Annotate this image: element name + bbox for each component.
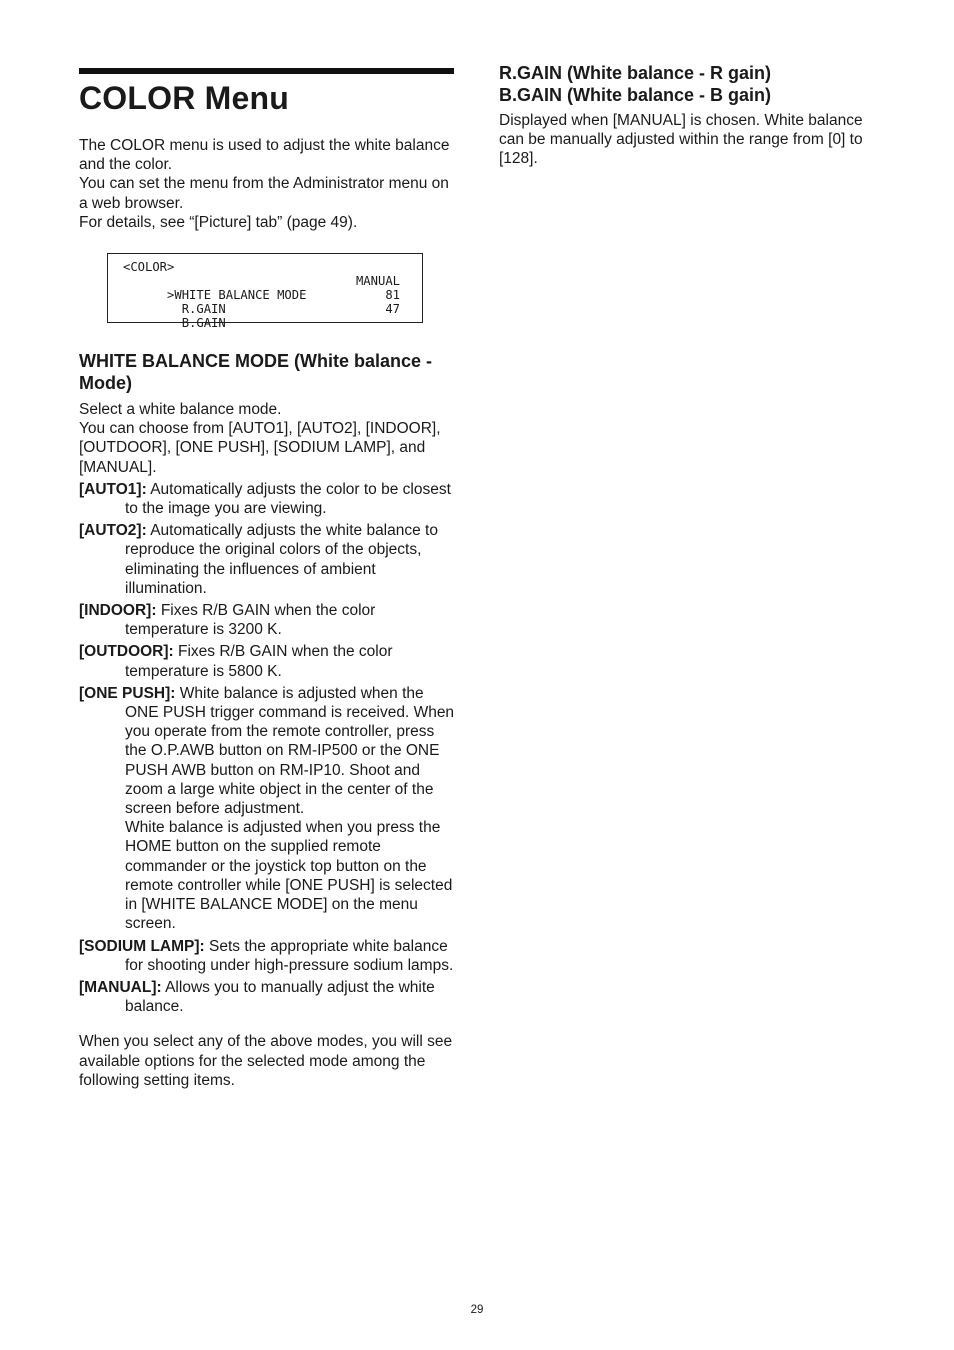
- option-desc-extra: White balance is adjusted when you press the HOME button on the supplied remote commander or the joystick top button on the remote controller while [ONE PUSH] is selected in [WHITE BALANCE MODE] on the menu screen.: [125, 819, 453, 933]
- wb-mode-line: Select a white balance mode.: [79, 401, 282, 419]
- option-term: [ONE PUSH]:: [79, 684, 176, 702]
- option-desc: Fixes R/B GAIN when the color temperature is 3200 K.: [125, 602, 376, 639]
- option-desc: White balance is adjusted when the ONE PUSH trigger command is received. When you operate from the remote controller, press the O.P.AWB button on RM-IP500 or the ONE PUSH AWB button on RM-IP10. Shoot and zoom a large white object in the center of the screen before adjustment.: [125, 684, 455, 818]
- option-outdoor: [79, 642, 455, 680]
- b-gain-heading: B.GAIN (White balance - B gain): [499, 85, 772, 105]
- wb-mode-line: You can choose from [AUTO1], [AUTO2], [INDOOR], [OUTDOOR], [ONE PUSH], [SODIUM LAMP], and [MANUAL].: [79, 420, 441, 476]
- option-term: [AUTO1]:: [79, 480, 147, 498]
- osd-row-label: R.GAIN: [167, 302, 226, 317]
- osd-row-label: B.GAIN: [167, 316, 226, 331]
- option-auto2: [79, 521, 455, 598]
- option-term: [MANUAL]:: [79, 978, 162, 996]
- osd-menu-screen: [107, 253, 423, 331]
- wb-mode-heading: WHITE BALANCE MODE (White balance - Mode): [79, 351, 433, 394]
- left-column: [79, 68, 455, 1090]
- option-desc: Automatically adjusts the white balance to reproduce the original colors of the objects, eliminating the influences of ambient illumination.: [125, 522, 438, 597]
- osd-row-value: 81: [385, 288, 400, 303]
- option-term: [OUTDOOR]:: [79, 643, 174, 661]
- page-title: COLOR Menu: [79, 80, 289, 116]
- intro-text: [79, 136, 455, 232]
- osd-row-value: MANUAL: [355, 274, 400, 289]
- wb-mode-outro: When you select any of the above modes, you will see available options for the selected mode among the following setting items.: [79, 1033, 453, 1089]
- intro-line: For details, see “[Picture] tab” (page 49).: [79, 213, 358, 231]
- intro-line: You can set the menu from the Administrator menu on a web browser.: [79, 175, 449, 212]
- option-auto1: [79, 480, 455, 518]
- osd-row-value: 47: [385, 302, 400, 317]
- r-gain-heading: R.GAIN (White balance - R gain): [499, 63, 772, 83]
- option-desc: Allows you to manually adjust the white balance.: [125, 978, 435, 1016]
- osd-title: <COLOR>: [123, 260, 175, 275]
- option-one-push: [79, 684, 455, 934]
- option-term: [SODIUM LAMP]:: [79, 937, 205, 955]
- option-indoor: [79, 601, 455, 639]
- option-manual: [79, 978, 455, 1016]
- option-desc: Sets the appropriate white balance for shooting under high-pressure sodium lamps.: [125, 937, 454, 974]
- option-term: [AUTO2]:: [79, 522, 147, 540]
- option-term: [INDOOR]:: [79, 602, 157, 620]
- gain-body: Displayed when [MANUAL] is chosen. White balance can be manually adjusted within the range from [0] to [128].: [499, 112, 863, 168]
- option-desc: Automatically adjusts the color to be closest to the image you are viewing.: [125, 480, 451, 518]
- option-desc: Fixes R/B GAIN when the color temperature is 5800 K.: [125, 643, 393, 680]
- osd-row: [123, 302, 422, 331]
- wb-mode-body: [79, 400, 455, 1090]
- page-number: 29: [470, 1304, 484, 1316]
- intro-line: The COLOR menu is used to adjust the white balance and the color.: [79, 137, 450, 174]
- right-column: [499, 62, 879, 169]
- option-sodium-lamp: [79, 937, 455, 975]
- title-rule: [79, 68, 454, 74]
- osd-row-label: >WHITE BALANCE MODE: [167, 288, 307, 303]
